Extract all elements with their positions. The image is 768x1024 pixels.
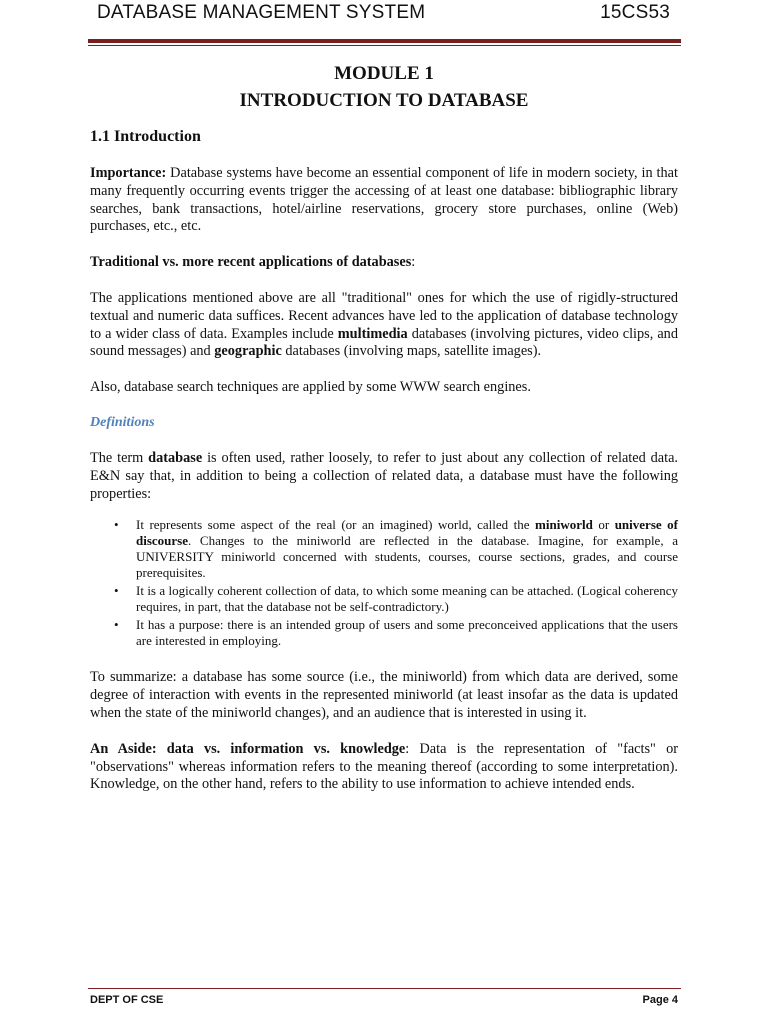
header-rule-thick: [88, 39, 681, 43]
module-number: MODULE 1: [334, 63, 434, 84]
bullet-icon: •: [114, 517, 119, 533]
database-term: database: [148, 449, 203, 466]
aside-label: An Aside: data vs. information vs. knowledge: [90, 740, 406, 757]
section-heading: 1.1 Introduction: [90, 128, 201, 145]
database-definition-paragraph: The term database is often used, rather loosely, to refer to just about any collection of related data. E&N say that, in addition to being a collection of related data, a database must have the following properties:: [90, 449, 679, 502]
header-course-title: DATABASE MANAGEMENT SYSTEM: [97, 2, 426, 23]
footer-page-number: Page 4: [642, 994, 678, 1006]
traditional-heading: Traditional vs. more recent applications of databases:: [90, 254, 416, 271]
page-content: [90, 60, 678, 794]
applications-paragraph: The applications mentioned above are all "traditional" ones for which the use of rigidly-structured textual and numeric data suffices. Recent advances have led to the application of database technology to a wider class of data. Examples include multimedia databases (involving pictures, video clips, and sound messages) and geographic databases (involving maps, satellite images).: [90, 289, 678, 360]
universe-of-discourse-term: universe of discourse: [136, 517, 678, 549]
bullet-icon: •: [114, 583, 119, 599]
definitions-label: Definitions: [90, 414, 155, 430]
footer-department: DEPT OF CSE: [90, 994, 164, 1006]
multimedia-term: multimedia: [337, 325, 408, 342]
list-item: • It is a logically coherent collection of data, to which some meaning can be attached. (Logical coherency requires, in part, that the database not be self-contradictory.): [114, 583, 678, 615]
importance-label: Importance:: [90, 165, 167, 181]
header-rule-thin: [88, 45, 681, 46]
footer-rule: [88, 988, 681, 989]
module-name: INTRODUCTION TO DATABASE: [239, 90, 529, 111]
geographic-term: geographic: [214, 343, 282, 360]
aside-paragraph: An Aside: data vs. information vs. knowledge: Data is the representation of "facts" or "observations" whereas information refers to the meaning thereof (according to some interpretation). Knowledge, on the other hand, refers to the ability to use information to achieve intended ends.: [90, 740, 678, 793]
importance-paragraph: Importance: Database systems have become an essential component of life in modern society, in that many frequently occurring events trigger the accessing of at least one database: bibliographic library searches, bank transactions, hotel/airline reservations, grocery store purchases, online (Web) purchases, etc., etc.: [90, 165, 678, 235]
search-paragraph: Also, database search techniques are applied by some WWW search engines.: [90, 379, 531, 396]
properties-list: [90, 517, 678, 649]
module-title: [90, 60, 678, 114]
list-item: • It has a purpose: there is an intended group of users and some preconceived applications that the users are interested in employing.: [114, 617, 678, 649]
header-course-code: 15CS53: [600, 2, 670, 23]
miniworld-term: miniworld: [535, 517, 593, 533]
bullet-icon: •: [114, 617, 119, 633]
list-item: • It represents some aspect of the real (or an imagined) world, called the miniworld or universe of discourse. Changes to the miniworld are reflected in the database. Imagine, for example, a UNIVERSITY miniworld concerned with students, courses, course sections, grades, and course prerequisites.: [114, 517, 678, 581]
summary-paragraph: To summarize: a database has some source (i.e., the miniworld) from which data are derived, some degree of interaction with events in the represented miniworld (at least insofar as the data is updated when the state of the miniworld changes), and an audience that is interested in using it.: [90, 669, 678, 721]
